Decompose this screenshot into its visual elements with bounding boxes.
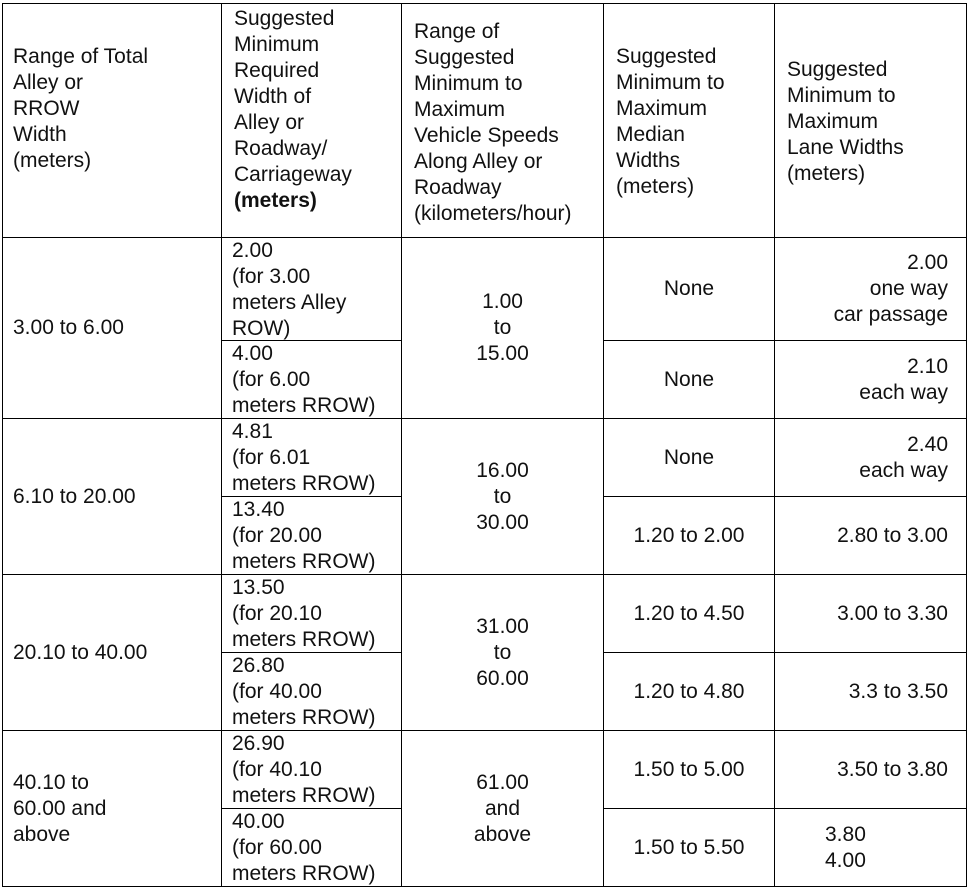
carriageway-cell: 13.40 (for 20.00 meters RROW) [222,497,402,575]
row-width-cell: 20.10 to 40.00 [3,575,222,731]
carriageway-cell: 4.81 (for 6.01 meters RROW) [222,419,402,497]
speed-cell: 16.00 to 30.00 [402,419,604,575]
carriageway-cell: 40.00 (for 60.00 meters RROW) [222,809,402,887]
header-carriageway-unit: (meters) [234,189,317,212]
carriageway-cell: 13.50 (for 20.10 meters RROW) [222,575,402,653]
lane-cell: 2.40 each way [775,419,967,497]
lane-cell: 3.00 to 3.30 [775,575,967,653]
row-width-cell: 3.00 to 6.00 [3,238,222,419]
median-cell: None [604,341,775,419]
median-cell: 1.20 to 2.00 [604,497,775,575]
lane-cell: 2.00 one way car passage [775,238,967,341]
lane-cell: 3.50 to 3.80 [775,731,967,809]
speed-cell: 61.00 and above [402,731,604,887]
row-width-cell: 6.10 to 20.00 [3,419,222,575]
median-cell: 1.50 to 5.50 [604,809,775,887]
lane-cell: 2.10 each way [775,341,967,419]
speed-cell: 31.00 to 60.00 [402,575,604,731]
header-total-row-width: Range of Total Alley or RROW Width (meters) [3,4,222,238]
lane-cell: 3.3 to 3.50 [775,653,967,731]
median-cell: 1.20 to 4.80 [604,653,775,731]
speed-cell: 1.00 to 15.00 [402,238,604,419]
carriageway-cell: 2.00 (for 3.00 meters Alley ROW) [222,238,402,341]
carriageway-cell: 26.90 (for 40.10 meters RROW) [222,731,402,809]
median-cell: 1.20 to 4.50 [604,575,775,653]
carriageway-cell: 4.00 (for 6.00 meters RROW) [222,341,402,419]
header-median-widths: Suggested Minimum to Maximum Median Widths (meters) [604,4,775,238]
header-lane-widths: Suggested Minimum to Maximum Lane Widths (meters) [775,4,967,238]
road-width-table [2,3,967,887]
median-cell: 1.50 to 5.00 [604,731,775,809]
lane-cell: 2.80 to 3.00 [775,497,967,575]
header-carriageway-width [222,4,402,238]
header-carriageway-text: Suggested Minimum Required Width of Alley or Roadway/ Carriageway [234,7,352,186]
lane-cell: 3.80 4.00 [775,809,967,887]
median-cell: None [604,419,775,497]
header-vehicle-speeds: Range of Suggested Minimum to Maximum Vehicle Speeds Along Alley or Roadway (kilometers/hour) [402,4,604,238]
median-cell: None [604,238,775,341]
carriageway-cell: 26.80 (for 40.00 meters RROW) [222,653,402,731]
row-width-cell: 40.10 to 60.00 and above [3,731,222,887]
